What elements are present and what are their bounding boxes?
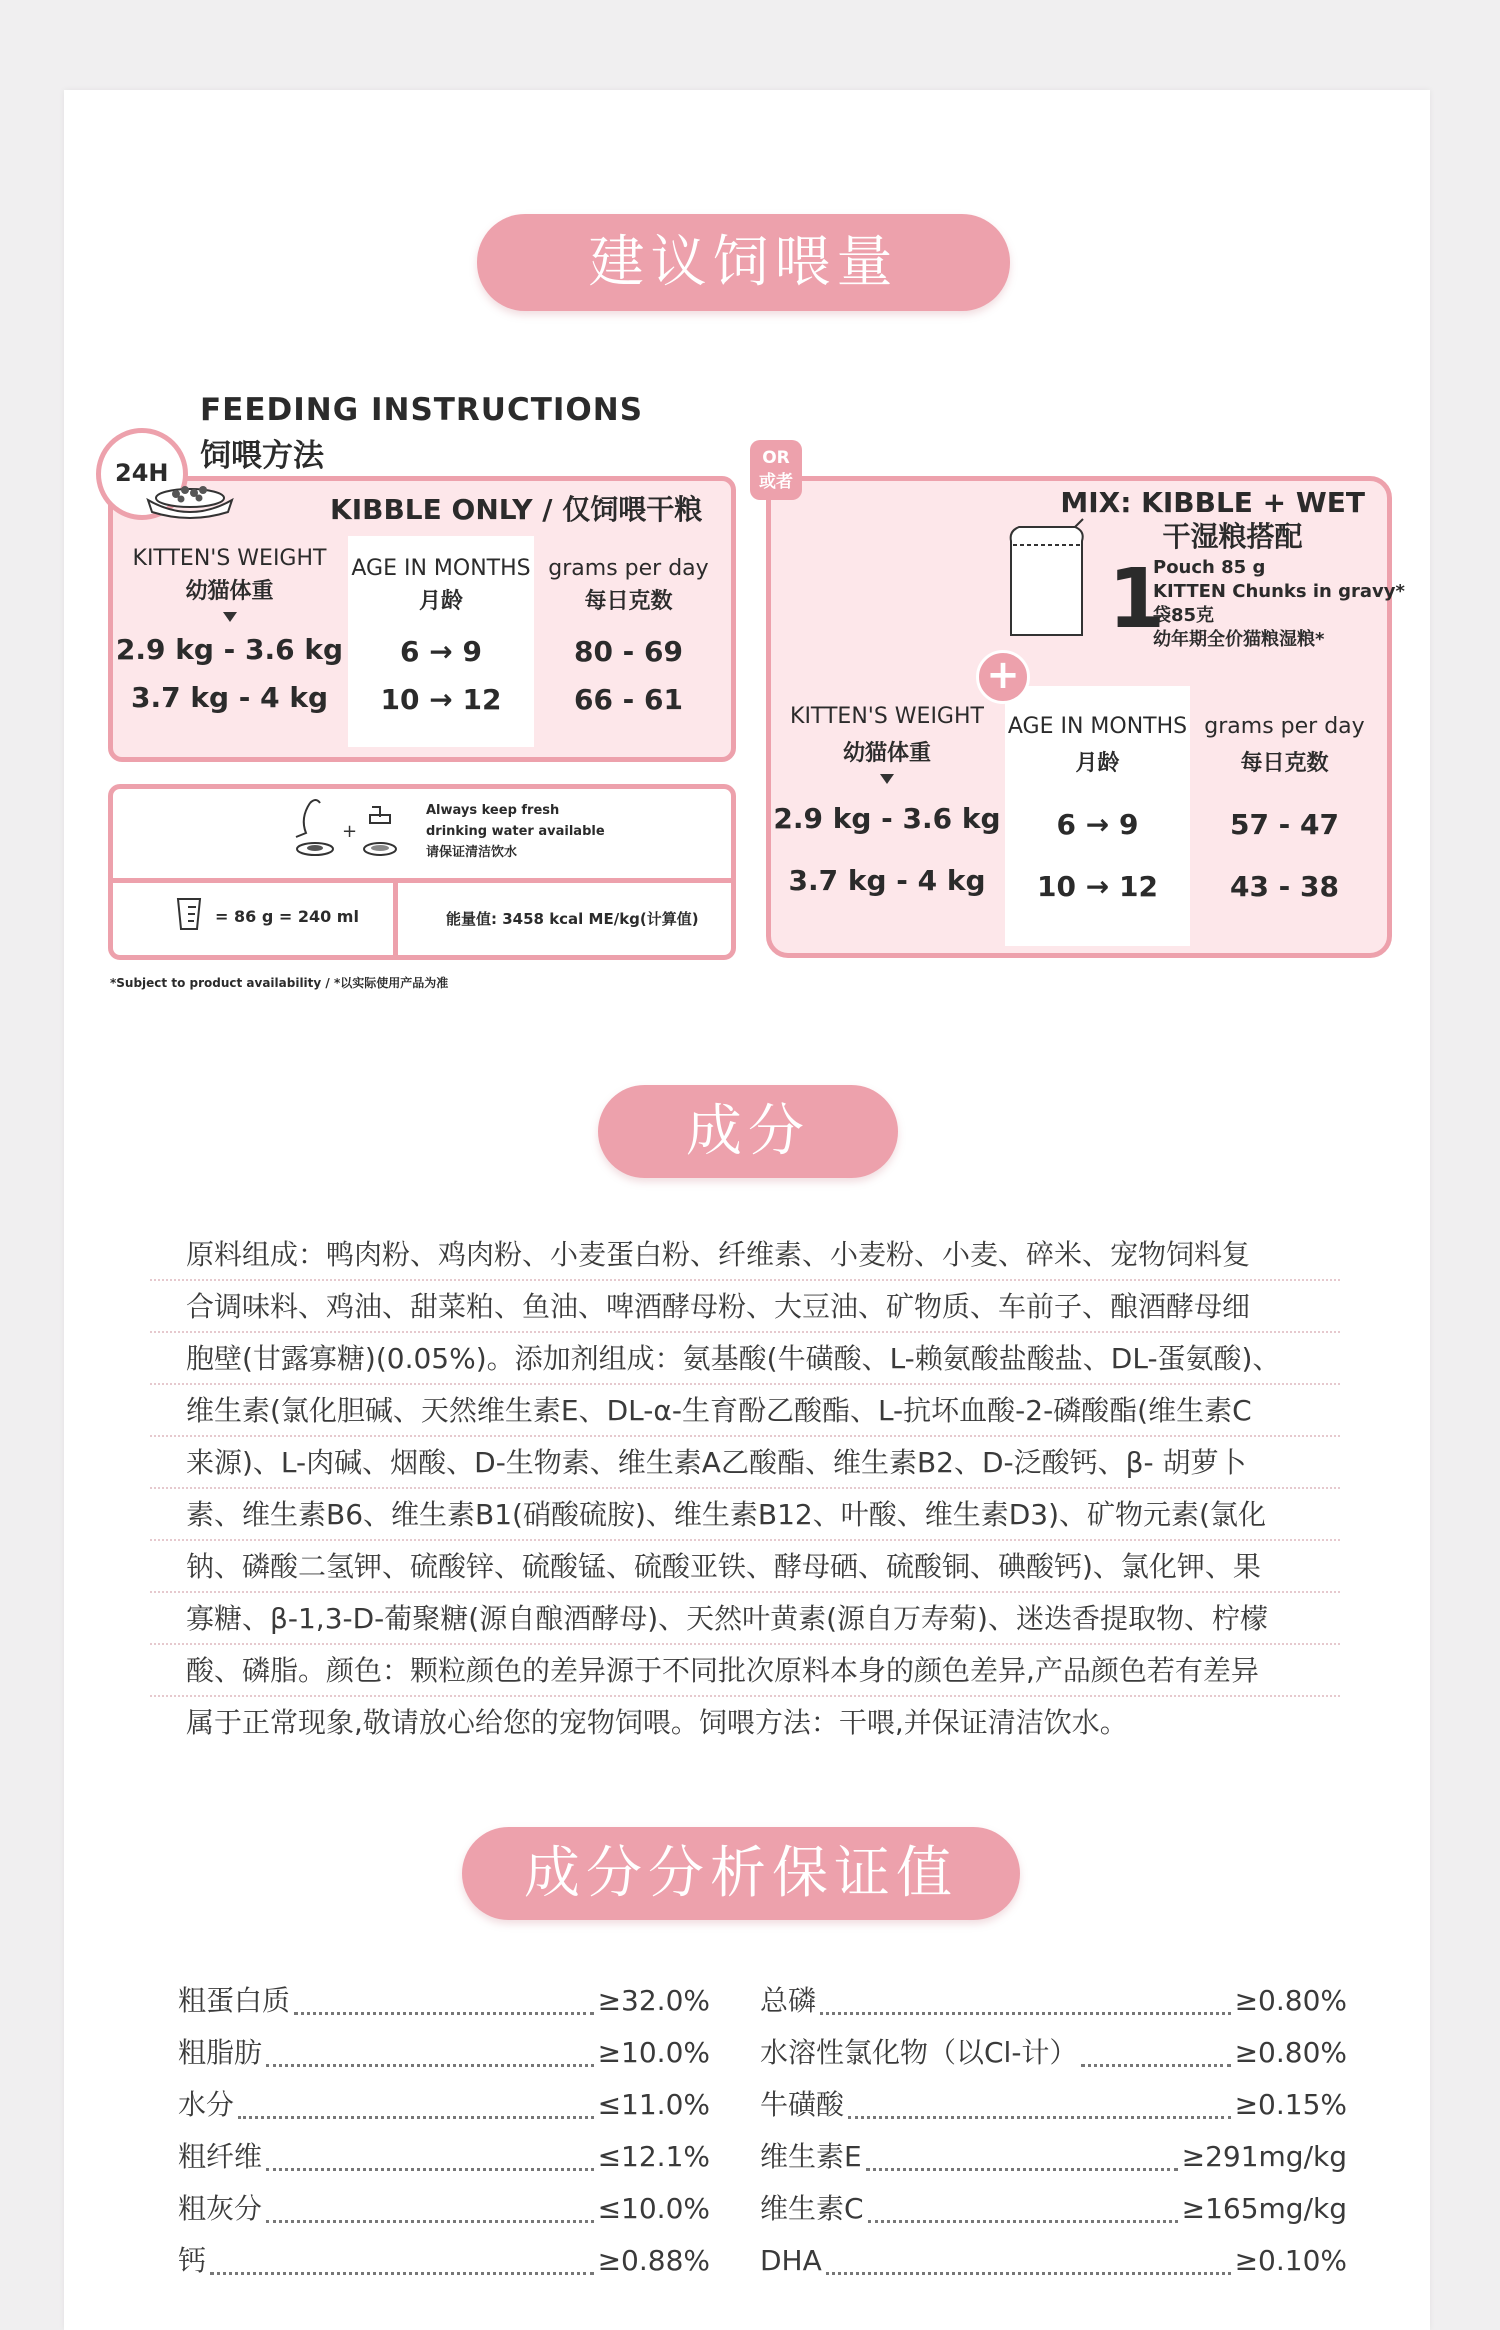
analysis-row — [178, 2027, 710, 2079]
feeding-title: FEEDING INSTRUCTIONS — [200, 392, 644, 428]
analysis-value: ≥291mg/kg — [1181, 2140, 1347, 2173]
weight-header-en: KITTEN'S WEIGHT — [790, 704, 984, 729]
mix-age-2: 10 → 12 — [1037, 870, 1158, 903]
mix-grams-column — [1192, 686, 1377, 946]
ingredient-line: 来源)、L-肉碱、烟酸、D-生物素、维生素A乙酸酯、维生素B2、D-泛酸钙、β- 胡萝卜 — [150, 1437, 1340, 1489]
analysis-value: ≤12.1% — [597, 2140, 710, 2173]
plus-icon: + — [976, 650, 1030, 704]
kibble-bowl-icon — [140, 478, 240, 520]
kibble-grams-2: 66 - 61 — [573, 683, 684, 716]
grams-header-cn: 每日克数 — [1240, 751, 1329, 776]
analysis-right-list — [760, 1975, 1347, 2287]
mix-heading-en: MIX: KIBBLE + WET — [1060, 486, 1365, 519]
mix-grams-2: 43 - 38 — [1229, 870, 1340, 903]
ingredient-line: 合调味料、鸡油、甜菜粕、鱼油、啤酒酵母粉、大豆油、矿物质、车前子、酿酒酵母细 — [150, 1281, 1340, 1333]
kibble-grams-1: 80 - 69 — [573, 635, 684, 668]
energy-value: 能量值: 3458 kcal ME/kg(计算值) — [446, 910, 699, 928]
availability-note: *Subject to product availability / *以实际使用产品为准 — [110, 976, 449, 990]
mix-age-1: 6 → 9 — [1056, 808, 1139, 841]
analysis-label: 粗纤维 — [178, 2140, 263, 2173]
dot-leader — [868, 2210, 1178, 2223]
dot-leader — [238, 2106, 594, 2119]
kibble-weight-1: 2.9 kg - 3.6 kg — [115, 633, 344, 666]
kibble-grams-column — [536, 536, 721, 747]
analysis-label: DHA — [760, 2244, 822, 2277]
analysis-value: ≥165mg/kg — [1181, 2192, 1347, 2225]
ingredient-line: 属于正常现象,敬请放心给您的宠物饲喂。饲喂方法：干喂,并保证清洁饮水。 — [186, 1706, 1128, 1739]
dot-leader — [848, 2106, 1231, 2119]
weight-header-en: KITTEN'S WEIGHT — [132, 546, 327, 571]
analysis-label: 牛磺酸 — [760, 2088, 845, 2121]
dot-leader — [294, 2002, 594, 2015]
weight-header-cn: 幼猫体重 — [842, 741, 931, 766]
analysis-value: ≤10.0% — [597, 2192, 710, 2225]
analysis-value: ≥0.10% — [1234, 2244, 1347, 2277]
pouch-line2: KITTEN Chunks in gravy* — [1153, 581, 1405, 602]
divider — [113, 878, 731, 883]
pouch-count: 1 — [1108, 552, 1166, 647]
measuring-cup-icon — [174, 896, 204, 932]
analysis-left-list — [178, 1975, 710, 2287]
svg-text:+: + — [342, 821, 358, 842]
mix-heading-cn: 干湿粮搭配 — [1162, 520, 1303, 553]
analysis-value: ≥0.88% — [597, 2244, 710, 2277]
clock-label: 24H — [115, 459, 169, 487]
kibble-only-heading: KIBBLE ONLY / 仅饲喂干粮 — [330, 493, 703, 526]
analysis-label: 维生素E — [760, 2140, 862, 2173]
kibble-age-2: 10 → 12 — [380, 683, 502, 716]
section-title-feeding: 建议饲喂量 — [477, 214, 1010, 311]
analysis-label: 粗灰分 — [178, 2192, 263, 2225]
analysis-value: ≥0.80% — [1234, 2036, 1347, 2069]
dot-leader — [866, 2158, 1178, 2171]
kibble-age-1: 6 → 9 — [400, 635, 482, 668]
ingredient-line: 寡糖、β-1,3-D-葡聚糖(源自酿酒酵母)、天然叶黄素(源自万寿菊)、迷迭香提取物、柠檬 — [150, 1593, 1340, 1645]
ingredient-line: 钠、磷酸二氢钾、硫酸锌、硫酸锰、硫酸亚铁、酵母硒、硫酸铜、碘酸钙)、氯化钾、果 — [150, 1541, 1340, 1593]
water-info-box — [108, 784, 736, 960]
ingredient-line: 酸、磷脂。颜色：颗粒颜色的差异源于不同批次原料本身的颜色差异,产品颜色若有差异 — [150, 1645, 1340, 1697]
divider — [393, 883, 398, 955]
feeding-subtitle: 饲喂方法 — [200, 438, 324, 474]
or-en: OR — [762, 448, 790, 468]
ingredient-line: 素、维生素B6、维生素B1(硝酸硫胺)、维生素B12、叶酸、维生素D3)、矿物元素(氯化 — [150, 1489, 1340, 1541]
analysis-value: ≥32.0% — [597, 1984, 710, 2017]
mix-heading — [1040, 486, 1365, 554]
analysis-label: 粗蛋白质 — [178, 1984, 291, 2017]
grams-header-cn: 每日克数 — [584, 589, 673, 614]
or-badge — [750, 440, 802, 500]
analysis-row — [760, 2027, 1347, 2079]
dot-leader — [266, 2158, 594, 2171]
analysis-label: 总磷 — [760, 1984, 817, 2017]
dot-leader — [266, 2210, 594, 2223]
ingredient-line: 胞壁(甘露寡糖)(0.05%)。添加剂组成：氨基酸(牛磺酸、L-赖氨酸盐酸盐、DL-蛋氨酸)、 — [150, 1333, 1340, 1385]
kibble-weight-2: 3.7 kg - 4 kg — [130, 681, 329, 714]
cup-measure: = 86 g = 240 ml — [215, 907, 359, 926]
dot-leader — [1081, 2054, 1230, 2067]
analysis-label: 水分 — [178, 2088, 235, 2121]
weight-header-cn: 幼猫体重 — [185, 579, 274, 604]
pouch-icon — [1005, 517, 1088, 639]
age-header-en: AGE IN MONTHS — [351, 556, 531, 581]
analysis-value: ≥0.15% — [1234, 2088, 1347, 2121]
analysis-row — [760, 1975, 1347, 2027]
ingredient-line: 原料组成：鸭肉粉、鸡肉粉、小麦蛋白粉、纤维素、小麦粉、小麦、碎米、宠物饲料复 — [150, 1229, 1340, 1281]
section-title-ingredients: 成分 — [598, 1085, 898, 1178]
mix-grams-1: 57 - 47 — [1229, 808, 1340, 841]
analysis-value: ≥0.80% — [1234, 1984, 1347, 2017]
analysis-label: 维生素C — [760, 2192, 864, 2225]
water-note — [426, 800, 605, 863]
dot-leader — [266, 2054, 594, 2067]
ingredients-paragraph — [150, 1229, 1340, 1749]
analysis-value: ≥10.0% — [597, 2036, 710, 2069]
section-title-analysis: 成分分析保证值 — [462, 1827, 1020, 1920]
down-arrow-icon — [223, 612, 237, 622]
analysis-value: ≤11.0% — [597, 2088, 710, 2121]
analysis-row — [178, 1975, 710, 2027]
water-note-en2: drinking water available — [426, 824, 605, 839]
analysis-row — [178, 2183, 710, 2235]
mix-weight-1: 2.9 kg - 3.6 kg — [773, 802, 1001, 835]
age-header-en: AGE IN MONTHS — [1007, 714, 1188, 739]
ingredient-line: 维生素(氯化胆碱、天然维生素E、DL-α-生育酚乙酸酯、L-抗坏血酸-2-磷酸酯(维生素C — [150, 1385, 1340, 1437]
pouch-line1: Pouch 85 g — [1153, 557, 1266, 578]
down-arrow-icon — [880, 774, 894, 784]
kibble-weight-column — [113, 536, 346, 747]
analysis-row — [178, 2131, 710, 2183]
kibble-age-column — [348, 536, 534, 747]
dot-leader — [826, 2262, 1231, 2275]
analysis-row — [178, 2079, 710, 2131]
analysis-label: 水溶性氯化物（以Cl-计） — [760, 2036, 1078, 2069]
age-header-cn: 月龄 — [418, 589, 463, 614]
pouch-description — [1153, 556, 1405, 652]
analysis-row — [760, 2235, 1347, 2287]
analysis-row — [760, 2183, 1347, 2235]
grams-header-en: grams per day — [1204, 714, 1365, 739]
pouch-line3: 袋85克 — [1153, 605, 1215, 626]
analysis-label: 粗脂肪 — [178, 2036, 263, 2069]
water-bowl-icon — [280, 793, 410, 863]
pouch-line4: 幼年期全价猫粮湿粮* — [1153, 629, 1325, 650]
mix-age-column — [1005, 686, 1190, 946]
age-header-cn: 月龄 — [1075, 751, 1120, 776]
water-note-en1: Always keep fresh — [426, 803, 560, 818]
analysis-row — [760, 2079, 1347, 2131]
analysis-row — [760, 2131, 1347, 2183]
mix-weight-column — [771, 686, 1003, 946]
grams-header-en: grams per day — [548, 556, 709, 581]
dot-leader — [210, 2262, 594, 2275]
analysis-label: 钙 — [178, 2244, 207, 2277]
water-note-cn: 请保证清洁饮水 — [426, 845, 518, 860]
analysis-row — [178, 2235, 710, 2287]
or-cn: 或者 — [759, 472, 793, 492]
dot-leader — [820, 2002, 1231, 2015]
mix-weight-2: 3.7 kg - 4 kg — [788, 864, 986, 897]
